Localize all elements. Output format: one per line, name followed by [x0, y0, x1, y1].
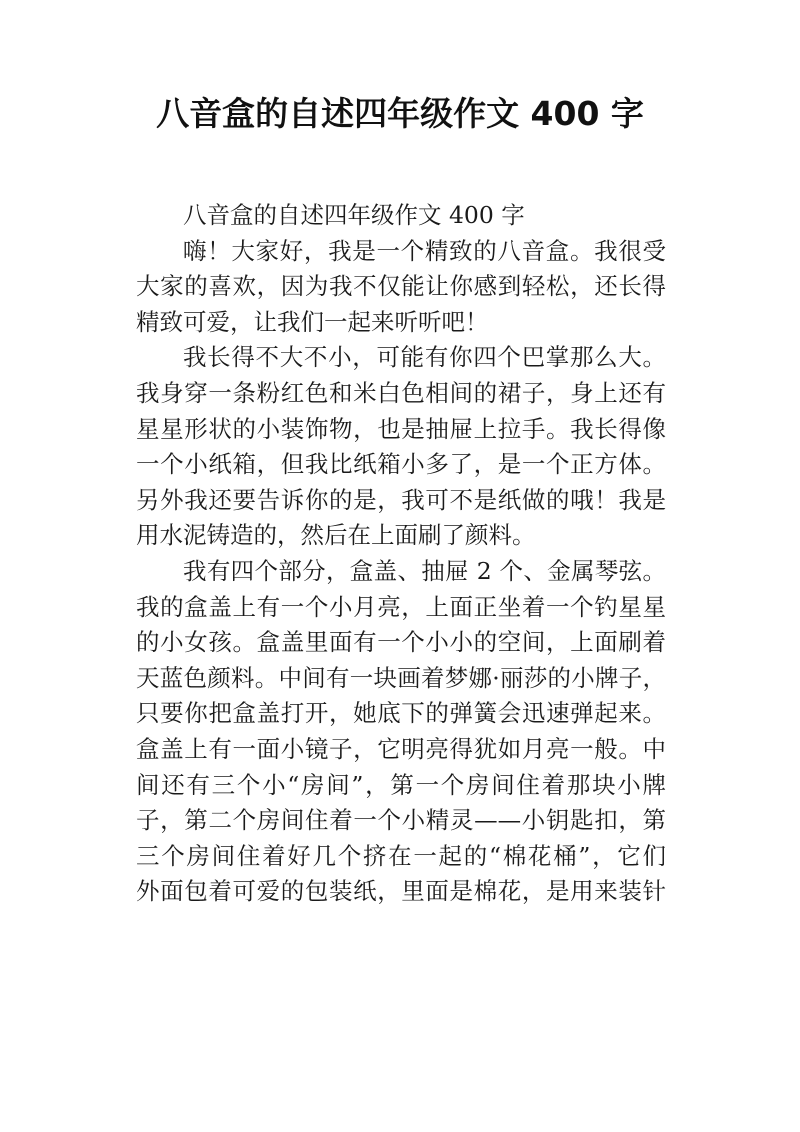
text-line: 我的盒盖上有一个小月亮，上面正坐着一个钓星星: [136, 592, 666, 621]
text-line: 间还有三个小“房间”，第一个房间住着那块小牌: [136, 770, 666, 799]
text-line: 子，第二个房间住着一个小精灵——小钥匙扣，第: [136, 806, 666, 835]
text-line: 大家的喜欢，因为我不仅能让你感到轻松，还长得: [136, 272, 666, 301]
text-line: 的小女孩。盒盖里面有一个小小的空间，上面刷着: [136, 628, 666, 657]
text-line: 星星形状的小装饰物，也是抽屉上拉手。我长得像: [136, 414, 666, 443]
text-line: 精致可爱，让我们一起来听听吧！: [136, 307, 489, 336]
article-body: [136, 198, 666, 910]
article-subtitle-line: 八音盒的自述四年级作文 400 字: [183, 201, 525, 229]
text-line: 三个房间住着好几个挤在一起的“棉花桶”，它们: [136, 841, 666, 870]
text-line: 嗨！大家好，我是一个精致的八音盒。我很受: [183, 236, 666, 265]
text-line: 天蓝色颜料。中间有一块画着梦娜·丽莎的小牌子，: [136, 663, 666, 692]
text-line: 一个小纸箱，但我比纸箱小多了，是一个正方体。: [136, 450, 666, 479]
text-line: 我身穿一条粉红色和米白色相间的裙子，身上还有: [136, 378, 666, 407]
text-line: 用水泥铸造的，然后在上面刷了颜料。: [136, 521, 536, 550]
text-line: 我长得不大不小，可能有你四个巴掌那么大。: [183, 343, 666, 372]
text-line: 外面包着可爱的包装纸，里面是棉花，是用来装针: [136, 877, 666, 906]
text-line: 只要你把盒盖打开，她底下的弹簧会迅速弹起来。: [136, 699, 666, 728]
text-line: 我有四个部分，盒盖、抽屉 2 个、金属琴弦。: [183, 556, 666, 585]
text-line: 盒盖上有一面小镜子，它明亮得犹如月亮一般。中: [136, 734, 666, 763]
text-line: 另外我还要告诉你的是，我可不是纸做的哦！我是: [136, 485, 666, 514]
page-title: 八音盒的自述四年级作文 400 字: [156, 94, 644, 133]
